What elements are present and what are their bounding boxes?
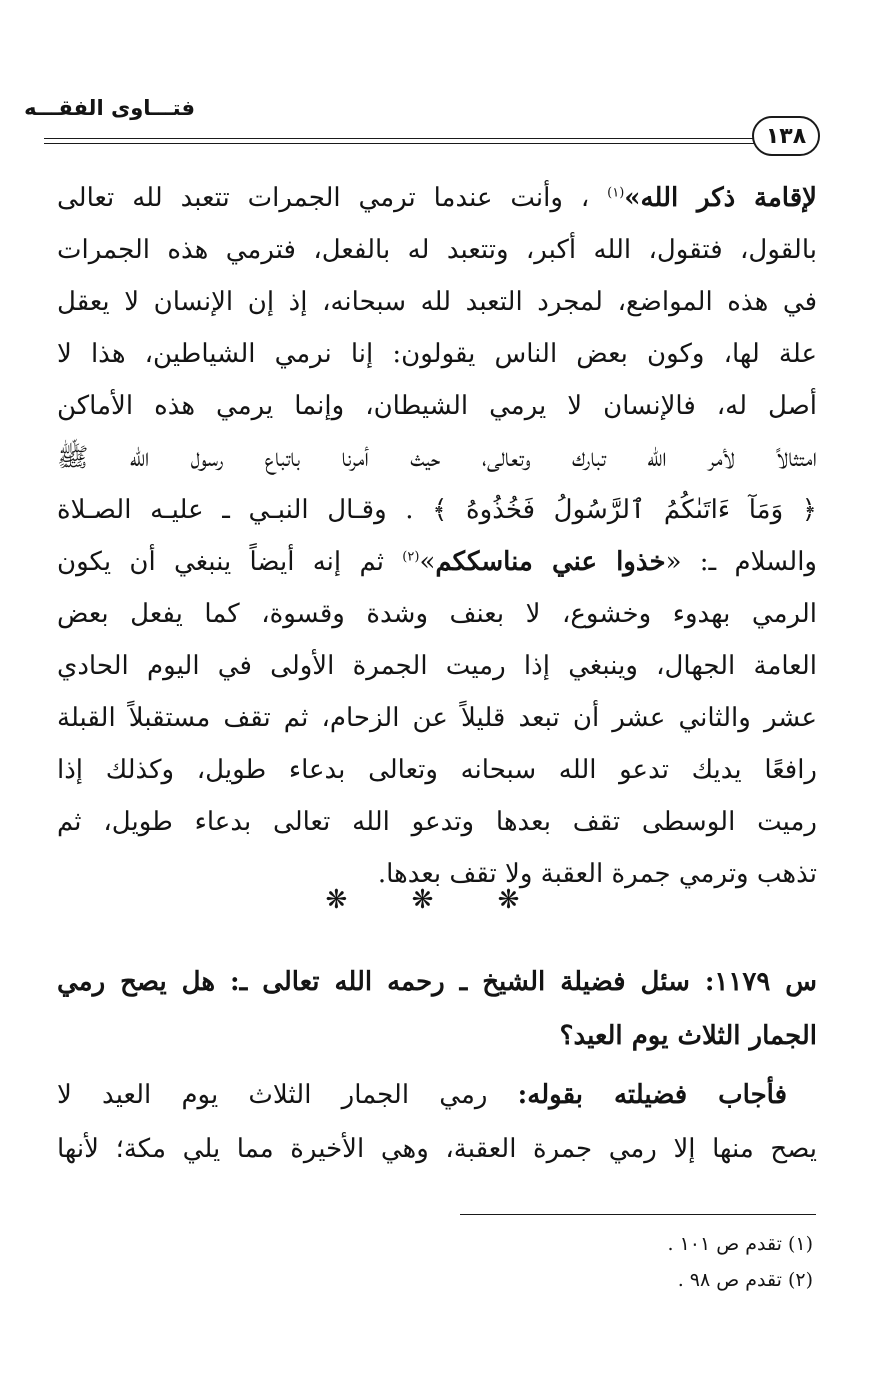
body-line bbox=[57, 692, 817, 744]
body-line bbox=[57, 796, 817, 848]
answer-lead: فأجاب فضيلته بقوله: bbox=[517, 1080, 787, 1110]
body-text-run: امتثالاً لأمر الله تبارك وتعالى، حيث أمرنا باتباع رسول الله ﷺ bbox=[57, 443, 817, 473]
question-line: س ١١٧٩: سئل فضيلة الشيخ ـ رحمه الله تعالى ـ: هل يصح رمي bbox=[57, 967, 817, 997]
body-line bbox=[57, 380, 817, 432]
footnote-separator-rule bbox=[460, 1214, 816, 1215]
main-body-text bbox=[57, 172, 817, 900]
body-text-run: في هذه المواضع، لمجرد التعبد لله سبحانه، إذ إن الإنسان لا يعقل bbox=[57, 287, 817, 317]
body-text-run: خذوا عني مناسككم bbox=[435, 547, 666, 577]
question-block bbox=[57, 955, 817, 1063]
body-line bbox=[57, 432, 817, 484]
body-text-run: رميت الوسطى تقف بعدها وتدعو الله تعالى بدعاء طويل، ثم bbox=[57, 807, 817, 837]
body-text-run: عشر والثاني عشر أن تبعد قليلاً عن الزحام، ثم تقف مستقبلاً القبلة bbox=[57, 703, 817, 733]
footnote-item: (١) تقدم ص ١٠١ . bbox=[667, 1233, 813, 1255]
footnote-marker: (٢) bbox=[402, 549, 420, 565]
body-line bbox=[57, 276, 817, 328]
body-text-run: » bbox=[419, 547, 436, 577]
answer-line: يصح منها إلا رمي جمرة العقبة، وهي الأخيرة مما يلي مكة؛ لأنها bbox=[57, 1134, 817, 1164]
body-line bbox=[57, 328, 817, 380]
body-text-run: ثم إنه أيضاً ينبغي أن يكون bbox=[57, 547, 403, 577]
answer-line-rest: رمي الجمار الثلاث يوم العيد لا bbox=[57, 1080, 518, 1110]
body-text-run: ، وأنت عندما ترمي الجمرات تتعبد لله تعالى bbox=[57, 183, 608, 213]
footnote-marker: (١) bbox=[607, 185, 625, 201]
body-line bbox=[57, 588, 817, 640]
page-number-badge: ١٣٨ bbox=[752, 116, 820, 156]
answer-block bbox=[57, 1068, 817, 1176]
question-line: الجمار الثلاث يوم العيد؟ bbox=[559, 1021, 817, 1051]
body-text-run: رافعًا يديك تدعو الله سبحانه وتعالى بدعاء طويل، وكذلك إذا bbox=[57, 755, 817, 785]
body-text-run: والسلام ـ: « bbox=[665, 547, 817, 577]
body-text-run: ﴿ وَمَآ ءَاتَىٰكُمُ ٱلرَّسُولُ فَخُذُوهُ ﴾ . وقـال النبـي ـ عليـه الصـلاة bbox=[57, 495, 817, 525]
body-text-run: العامة الجهال، وينبغي إذا رميت الجمرة الأولى في اليوم الحادي bbox=[57, 651, 817, 681]
header-double-rule bbox=[44, 138, 754, 144]
section-separator-stars: ❋ ❋ ❋ bbox=[325, 885, 548, 915]
body-text-run: علة لها، وكون بعض الناس يقولون: إنا نرمي الشياطين، هذا لا bbox=[57, 339, 817, 369]
body-text-run: لإقامة ذكر الله» bbox=[624, 183, 817, 213]
body-text-run: أصل له، فالإنسان لا يرمي الشيطان، وإنما يرمي هذه الأماكن bbox=[57, 391, 817, 421]
body-text-run: بالقول، فتقول، الله أكبر، وتتعبد له بالفعل، فترمي هذه الجمرات bbox=[57, 235, 817, 265]
body-line bbox=[57, 224, 817, 276]
body-line bbox=[57, 536, 817, 588]
running-header-title: فتـــاوى الفقـــه bbox=[24, 96, 195, 120]
footnotes bbox=[413, 1226, 813, 1298]
answer-line bbox=[57, 1068, 817, 1122]
body-line bbox=[57, 640, 817, 692]
body-text-run: تذهب وترمي جمرة العقبة ولا تقف بعدها. bbox=[377, 859, 817, 889]
body-text-run: الرمي بهدوء وخشوع، لا بعنف وشدة وقسوة، كما يفعل بعض bbox=[57, 599, 817, 629]
footnote-item: (٢) تقدم ص ٩٨ . bbox=[677, 1269, 813, 1291]
body-line bbox=[57, 744, 817, 796]
body-line bbox=[57, 484, 817, 536]
body-line bbox=[57, 172, 817, 224]
